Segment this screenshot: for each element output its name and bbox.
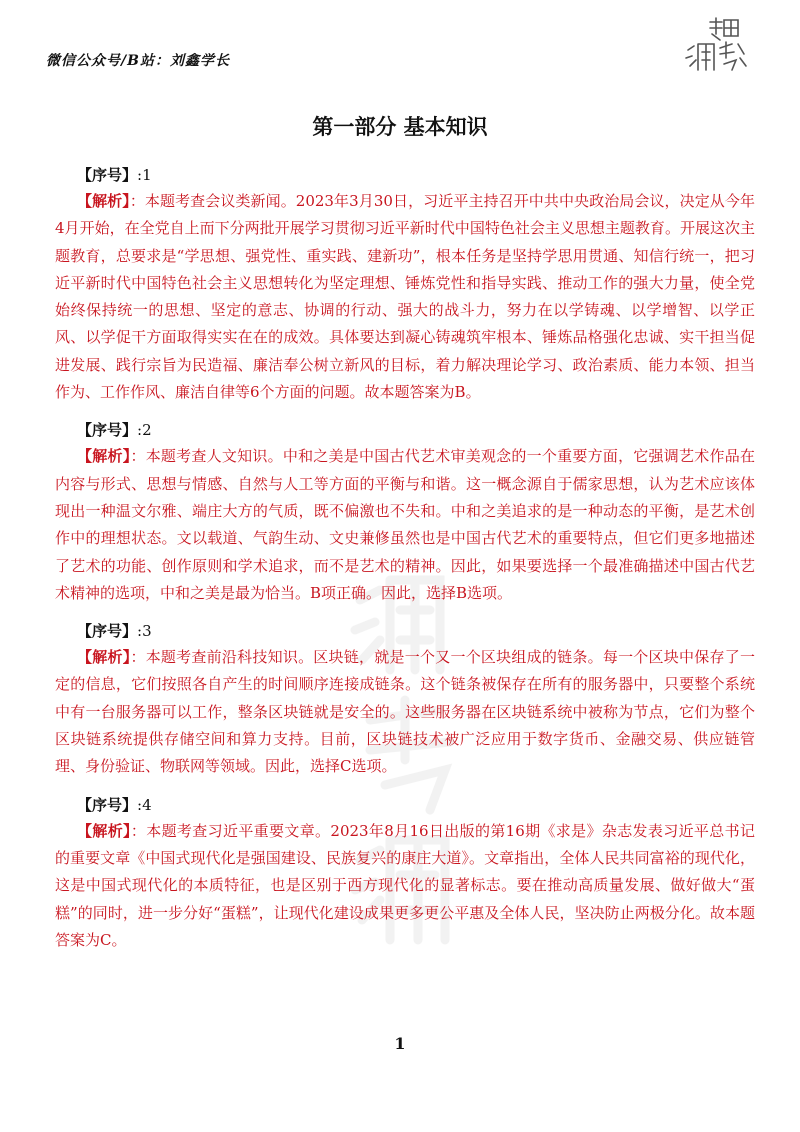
analysis-text: ：本题考查前沿科技知识。区块链，就是一个又一个区块组成的链条。每一个区块中保存了一定的信息，它们按照各自产生的时间顺序连接成链条。这个链条被保存在所有的服务器中，只要整个系统中有一台服务器可以工作，整条区块链就是安全的。这些服务器在区块链系统中被称为节点，它们为整个区块链系统提供存储空间和算力支持。目前，区块链技术被广泛应用于数字货币、金融交易、供应链管理、身份验证、物联网等领域。因此，选择C选项。 bbox=[55, 648, 755, 776]
analysis-tag: 【解析】 bbox=[77, 192, 130, 210]
page-number: 1 bbox=[394, 1034, 406, 1053]
sequence-label bbox=[77, 792, 755, 818]
question-list bbox=[55, 162, 755, 965]
sequence-tag: 【序号】 bbox=[77, 166, 138, 184]
analysis-tag: 【解析】 bbox=[77, 648, 131, 667]
logo-icon bbox=[680, 14, 750, 74]
sequence-number: :2 bbox=[137, 421, 152, 440]
sequence-label bbox=[77, 618, 755, 644]
header-text: 微信公众号/B站：刘鑫学长 bbox=[46, 53, 230, 69]
analysis-tag: 【解析】 bbox=[77, 447, 131, 466]
sequence-tag: 【序号】 bbox=[77, 795, 138, 814]
question-item bbox=[55, 618, 755, 780]
analysis-tag: 【解析】 bbox=[77, 821, 131, 840]
question-item bbox=[55, 417, 755, 607]
analysis-text: ：本题考查会议类新闻。2023年3月30日，习近平主持召开中共中央政治局会议，决定从今年4月开始，在全党自上而下分两批开展学习贯彻习近平新时代中国特色社会主义思想主题教育。开展这次主题教育，总要求是“学思想、强党性、重实践、建新功”，根本任务是坚持学思用贯通、知信行统一，把习近平新时代中国特色社会主义思想转化为坚定理想、锤炼党性和指导实践、推动工作的强大力量，使全党始终保持统一的思想、坚定的意志、协调的行动、强大的战斗力，努力在以学铸魂、以学增智、以学正风、以学促干方面取得实实在在的成效。具体要达到凝心铸魂筑牢根本、锤炼品格强化忠诚、实干担当促进发展、践行宗旨为民造福、廉洁奉公树立新风的目标，着力解决理论学习、政治素质、能力本领、担当作为、工作作风、廉洁自律等6个方面的问题。故本题答案为B。 bbox=[55, 192, 755, 402]
sequence-label bbox=[77, 162, 755, 188]
sequence-number: :4 bbox=[137, 795, 152, 814]
analysis-paragraph bbox=[55, 818, 755, 954]
sequence-number: :1 bbox=[137, 166, 152, 184]
sequence-number: :3 bbox=[137, 622, 152, 641]
analysis-paragraph bbox=[55, 644, 755, 780]
page-title: 第一部分 基本知识 bbox=[312, 115, 488, 139]
question-item bbox=[55, 792, 755, 954]
analysis-paragraph bbox=[55, 188, 755, 406]
analysis-text: ：本题考查人文知识。中和之美是中国古代艺术审美观念的一个重要方面，它强调艺术作品在内容与形式、思想与情感、自然与人工等方面的平衡与和谐。这一概念源自于儒家思想，认为艺术应该体现出一种温文尔雅、端庄大方的气质，既不偏激也不失和。中和之美追求的是一种动态的平衡，是艺术创作中的理想状态。文以载道、气韵生动、文史兼修虽然也是中国古代艺术的重要特点，但它们更多地描述了艺术的功能、创作原则和学术追求，而不是艺术的精神。因此，如果要选择一个最准确描述中国古代艺术精神的选项，中和之美是最为恰当。B项正确。因此，选择B选项。 bbox=[55, 447, 755, 602]
analysis-text: ：本题考查习近平重要文章。2023年8月16日出版的第16期《求是》杂志发表习近平总书记的重要文章《中国式现代化是强国建设、民族复兴的康庄大道》。文章指出，全体人民共同富裕的现代化，这是中国式现代化的本质特征，也是区别于西方现代化的显著标志。要在推动高质量发展、做好做大“蛋糕”的同时，进一步分好“蛋糕”，让现代化建设成果更多更公平惠及全体人民，坚决防止两极分化。故本题答案为C。 bbox=[55, 821, 755, 949]
sequence-tag: 【序号】 bbox=[77, 622, 138, 641]
sequence-label bbox=[77, 417, 755, 443]
analysis-paragraph bbox=[55, 443, 755, 607]
sequence-tag: 【序号】 bbox=[77, 421, 138, 440]
question-item bbox=[55, 162, 755, 406]
logo bbox=[680, 14, 750, 74]
